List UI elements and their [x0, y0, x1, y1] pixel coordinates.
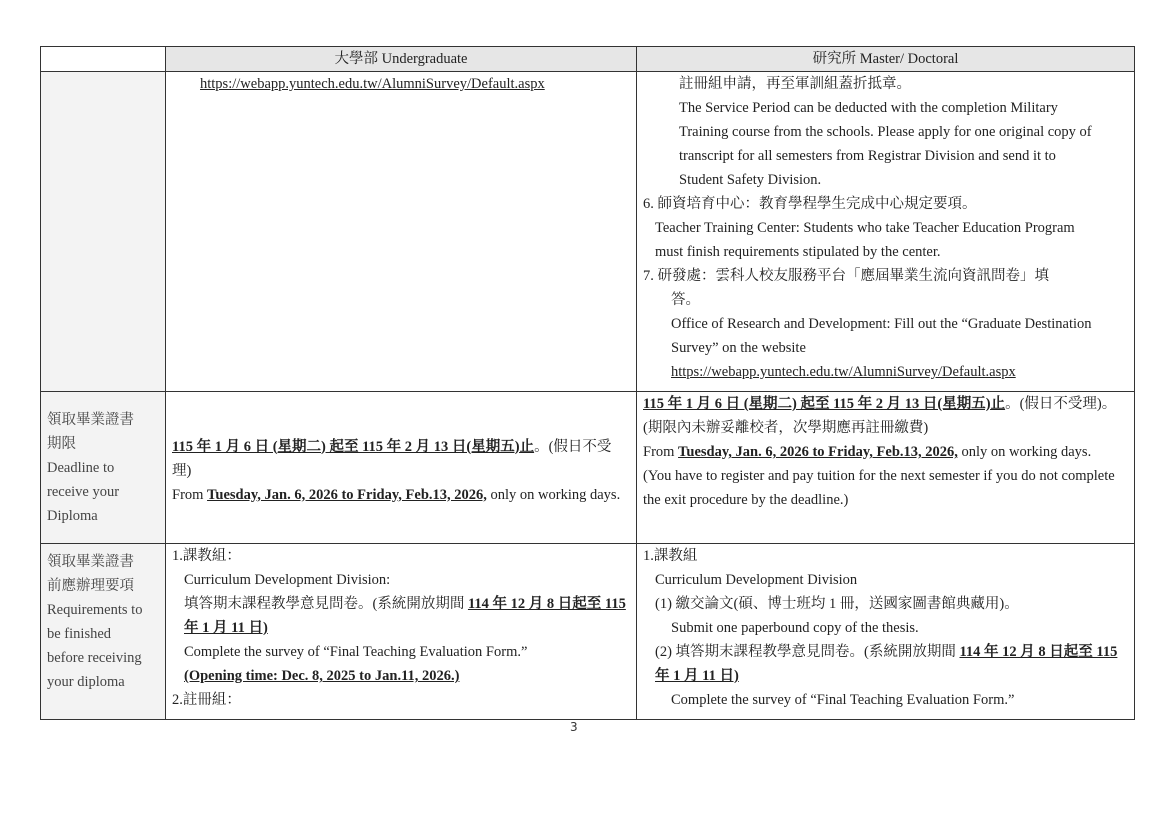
text-line: 7. 研發處：雲科人校友服務平台「應屆畢業生流向資訊問卷」填 — [643, 268, 1049, 284]
table-header-row — [41, 47, 1135, 72]
label-line: 領取畢業證書 — [47, 411, 134, 428]
deadline-note-en: (You have to register and pay tuition for the next semester if you do not complete the exit procedure by the deadline.) — [643, 468, 1115, 508]
label-line: before receiving — [47, 650, 142, 666]
header-graduate: 研究所 Master/ Doctoral — [637, 47, 1135, 72]
survey-date-zh: 114 年 12 月 8 日起至 115 年 1 月 11 日) — [184, 596, 626, 636]
label-line: 領取畢業證書 — [47, 554, 134, 570]
text-line: Survey” on the website — [671, 340, 806, 356]
label-line: Requirements to — [47, 602, 143, 618]
page-number: 3 — [570, 720, 578, 734]
table-row — [41, 392, 1135, 544]
deadline-note: 。(假日不受理) — [172, 438, 612, 479]
label-line: be finished — [47, 626, 112, 642]
header-empty-cell — [41, 47, 166, 72]
deadline-date-zh: 115 年 1 月 6 日 (星期二) 起至 115 年 2 月 13 日(星期五)止 — [172, 438, 535, 455]
text-line: Student Safety Division. — [679, 172, 822, 188]
from-text: From — [643, 444, 679, 460]
deadline-date-en: Tuesday, Jan. 6, 2026 to Friday, Feb.13, 2026, — [678, 444, 958, 460]
row-label-empty — [41, 72, 166, 392]
text-line: Complete the survey of “Final Teaching Evaluation Form.” — [184, 644, 528, 660]
text-line: Teacher Training Center: Students who take Teacher Education Program — [655, 220, 1075, 236]
label-line: your diploma — [47, 674, 125, 690]
text-line: Curriculum Development Division — [655, 572, 858, 588]
opening-time: (Opening time: Dec. 8, 2025 to Jan.11, 2026.) — [184, 668, 460, 684]
deadline-date-en: Tuesday, Jan. 6, 2026 to Friday, Feb.13, 2026, — [207, 486, 487, 503]
deadline-note: 。(假日不受理)。(期限內未辦妥離校者，次學期應再註冊繳費) — [643, 396, 1117, 436]
text-line: Training course from the schools. Please apply for one original copy of — [679, 124, 1092, 140]
text-line: (1) 繳交論文(碩、博士班均 1 冊，送國家圖書館典藏用)。 — [655, 596, 1019, 612]
text-line: 答。 — [671, 292, 700, 308]
deadline-date-zh: 115 年 1 月 6 日 (星期二) 起至 115 年 2 月 13 日(星期五)止 — [643, 396, 1006, 412]
alumni-survey-link[interactable]: https://webapp.yuntech.edu.tw/AlumniSurvey/Default.aspx — [200, 76, 545, 92]
header-undergraduate: 大學部 Undergraduate — [166, 47, 637, 72]
label-line: receive your — [47, 483, 120, 500]
label-line: 期限 — [47, 435, 76, 452]
text-line: The Service Period can be deducted with the completion Military — [679, 100, 1058, 116]
table-row — [41, 72, 1135, 392]
working-days-text: only on working days. — [486, 486, 621, 503]
row-label-deadline — [41, 392, 166, 544]
text-line: Submit one paperbound copy of the thesis. — [671, 620, 919, 636]
text-line: Office of Research and Development: Fill out the “Graduate Destination — [671, 316, 1092, 332]
procedure-table — [40, 46, 1135, 720]
label-line: 前應辦理要項 — [47, 578, 134, 594]
working-days-text: only on working days. — [957, 444, 1092, 460]
alumni-survey-link[interactable]: https://webapp.yuntech.edu.tw/AlumniSurvey/Default.aspx — [671, 364, 1016, 380]
item-heading: 2.註冊組： — [172, 692, 241, 708]
text-line: must finish requirements stipulated by the center. — [655, 244, 941, 260]
text-line: transcript for all semesters from Registrar Division and send it to — [679, 148, 1056, 164]
label-line: Deadline to — [47, 459, 115, 476]
item-heading: 1.課教組 — [643, 548, 698, 564]
table-row — [41, 544, 1135, 720]
text-line: 註冊組申請，再至軍訓組蓋折抵章。 — [679, 76, 911, 92]
survey-date-zh: 114 年 12 月 8 日起至 115 年 1 月 11 日) — [655, 644, 1118, 684]
text-line: 6. 師資培育中心：教育學程學生完成中心規定要項。 — [643, 196, 977, 212]
item-heading: 1.課教組： — [172, 548, 241, 564]
text-line: Curriculum Development Division: — [184, 572, 391, 588]
label-line: Diploma — [47, 507, 98, 524]
text-line: Complete the survey of “Final Teaching Evaluation Form.” — [671, 692, 1015, 708]
survey-text-zh: (2) 填答期末課程教學意見問卷。(系統開放期間 — [655, 644, 960, 660]
row-label-requirements — [41, 544, 166, 720]
survey-text-zh: 填答期末課程教學意見問卷。(系統開放期間 — [184, 596, 468, 612]
from-text: From — [172, 486, 208, 503]
